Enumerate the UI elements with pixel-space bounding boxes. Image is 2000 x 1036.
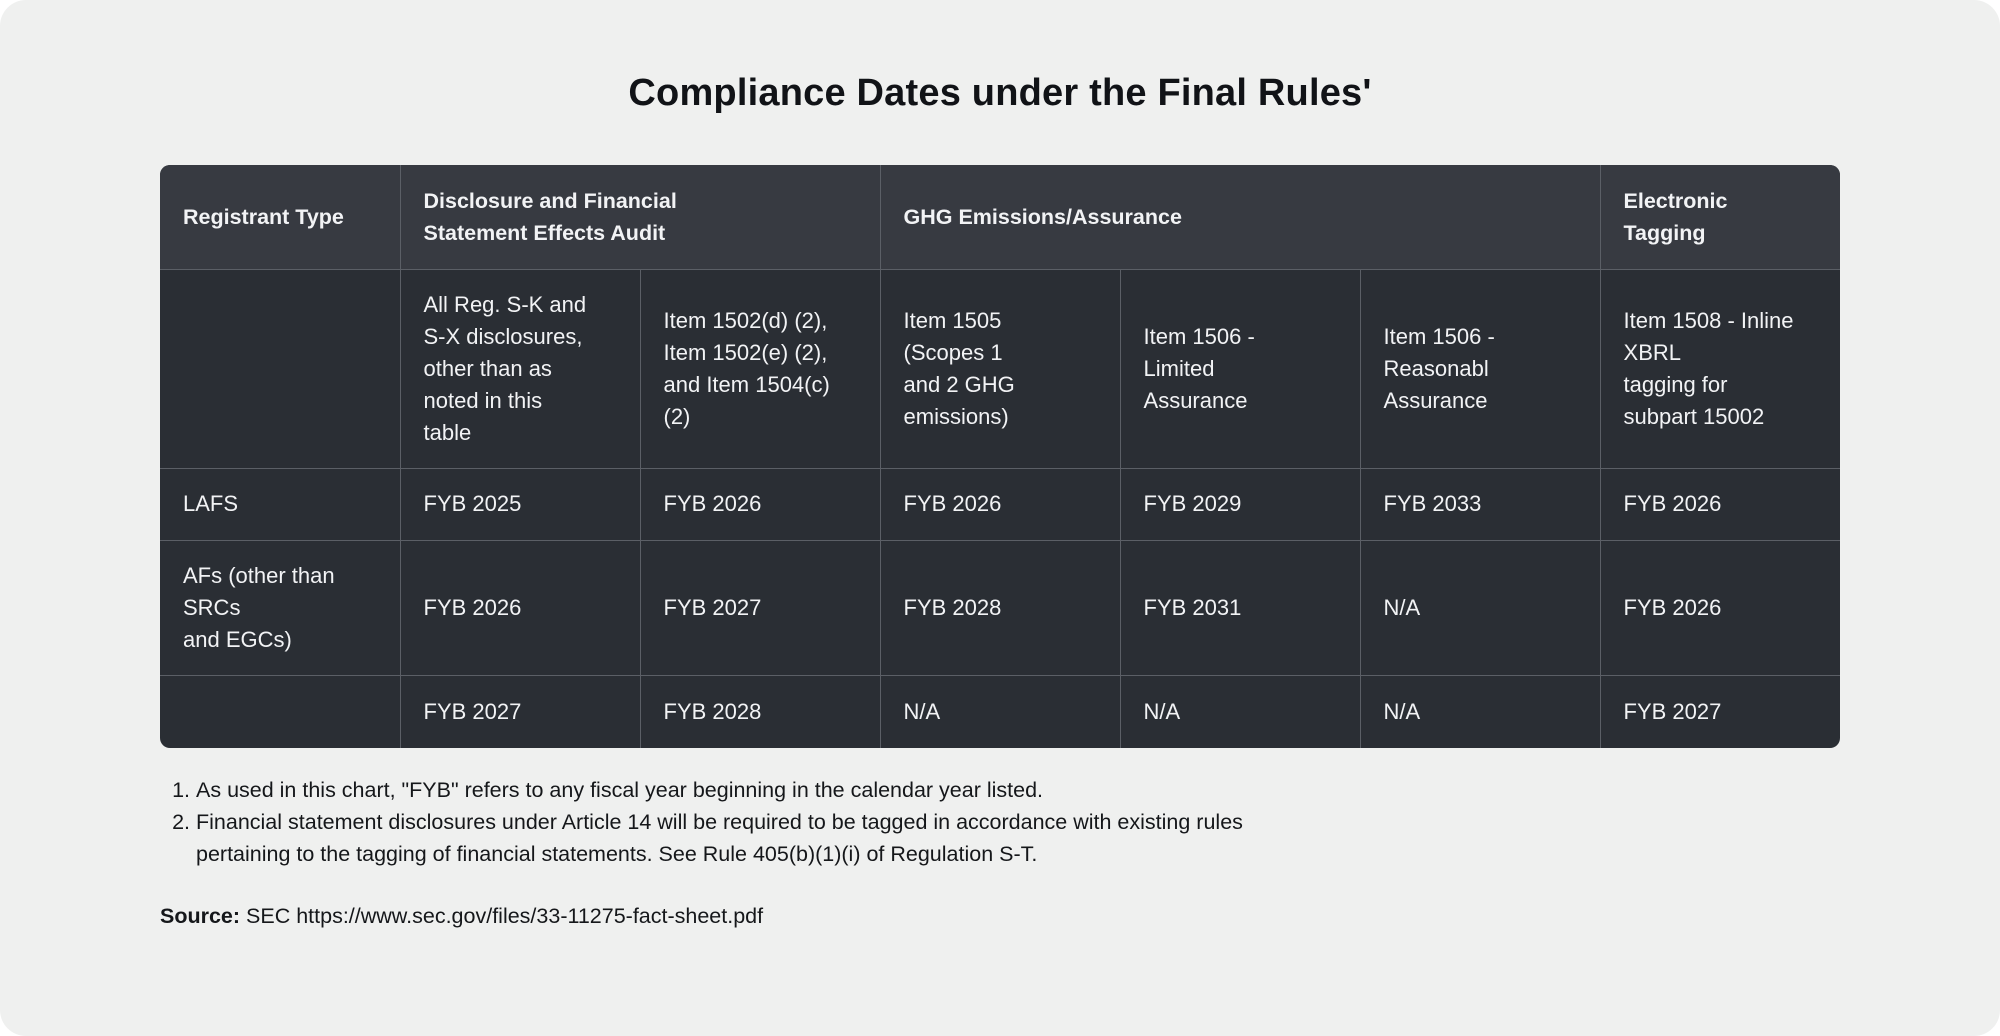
table-cell: FYB 2027 bbox=[400, 675, 640, 748]
subheader-cell: Item 1502(d) (2), Item 1502(e) (2), and Item 1504(c) (2) bbox=[640, 269, 880, 468]
source-text: SEC https://www.sec.gov/files/33-11275-fact-sheet.pdf bbox=[246, 904, 764, 928]
table-header-row bbox=[160, 165, 1840, 269]
table-cell: FYB 2026 bbox=[1600, 540, 1840, 675]
table-row bbox=[160, 540, 1840, 675]
table-cell: FYB 2027 bbox=[640, 540, 880, 675]
table-cell: FYB 2029 bbox=[1120, 468, 1360, 540]
page-title: Compliance Dates under the Final Rules' bbox=[628, 72, 1372, 114]
table-row bbox=[160, 468, 1840, 540]
row-label bbox=[160, 675, 400, 748]
table-cell: FYB 2028 bbox=[880, 540, 1120, 675]
source-label: Source: bbox=[160, 904, 241, 928]
subheader-cell: Item 1505 (Scopes 1 and 2 GHG emissions) bbox=[880, 269, 1120, 468]
table-cell: FYB 2026 bbox=[400, 540, 640, 675]
table-cell: FYB 2028 bbox=[640, 675, 880, 748]
table-cell: N/A bbox=[1360, 675, 1600, 748]
footnotes-list bbox=[160, 774, 1696, 870]
table-cell: FYB 2026 bbox=[640, 468, 880, 540]
table-cell: N/A bbox=[1120, 675, 1360, 748]
footnote-item: 1. As used in this chart, "FYB" refers to any fiscal year beginning in the calendar year listed. bbox=[196, 774, 1696, 806]
subheader-cell: Item 1508 - Inline XBRL tagging for subpart 15002 bbox=[1600, 269, 1840, 468]
row-label: AFs (other than SRCs and EGCs) bbox=[160, 540, 400, 675]
table-cell: FYB 2033 bbox=[1360, 468, 1600, 540]
table-subheader-row bbox=[160, 269, 1840, 468]
table-cell: N/A bbox=[1360, 540, 1600, 675]
table-row bbox=[160, 675, 1840, 748]
compliance-dates-table bbox=[160, 165, 1840, 748]
table-cell: FYB 2026 bbox=[1600, 468, 1840, 540]
table-cell: FYB 2025 bbox=[400, 468, 640, 540]
subheader-cell bbox=[160, 269, 400, 468]
row-label: LAFS bbox=[160, 468, 400, 540]
header-disclosure-audit: Disclosure and Financial Statement Effects Audit bbox=[400, 165, 880, 269]
footnote-item: 2. Financial statement disclosures under Article 14 will be required to be tagged in accordance with existing rules pertaining to the tagging of financial statements. See Rule 405(b)(1)(i) of Regulation S-T. bbox=[196, 806, 1696, 870]
table-cell: N/A bbox=[880, 675, 1120, 748]
table-cell: FYB 2026 bbox=[880, 468, 1120, 540]
header-registrant-type: Registrant Type bbox=[160, 165, 400, 269]
subheader-cell: All Reg. S-K and S-X disclosures, other than as noted in this table bbox=[400, 269, 640, 468]
table-cell: FYB 2031 bbox=[1120, 540, 1360, 675]
source-line bbox=[160, 900, 763, 932]
subheader-cell: Item 1506 - Limited Assurance bbox=[1120, 269, 1360, 468]
header-electronic-tagging: Electronic Tagging bbox=[1600, 165, 1840, 269]
table-cell: FYB 2027 bbox=[1600, 675, 1840, 748]
subheader-cell: Item 1506 - Reasonabl Assurance bbox=[1360, 269, 1600, 468]
compliance-table-wrapper bbox=[160, 165, 1840, 748]
header-ghg-emissions-assurance: GHG Emissions/Assurance bbox=[880, 165, 1600, 269]
